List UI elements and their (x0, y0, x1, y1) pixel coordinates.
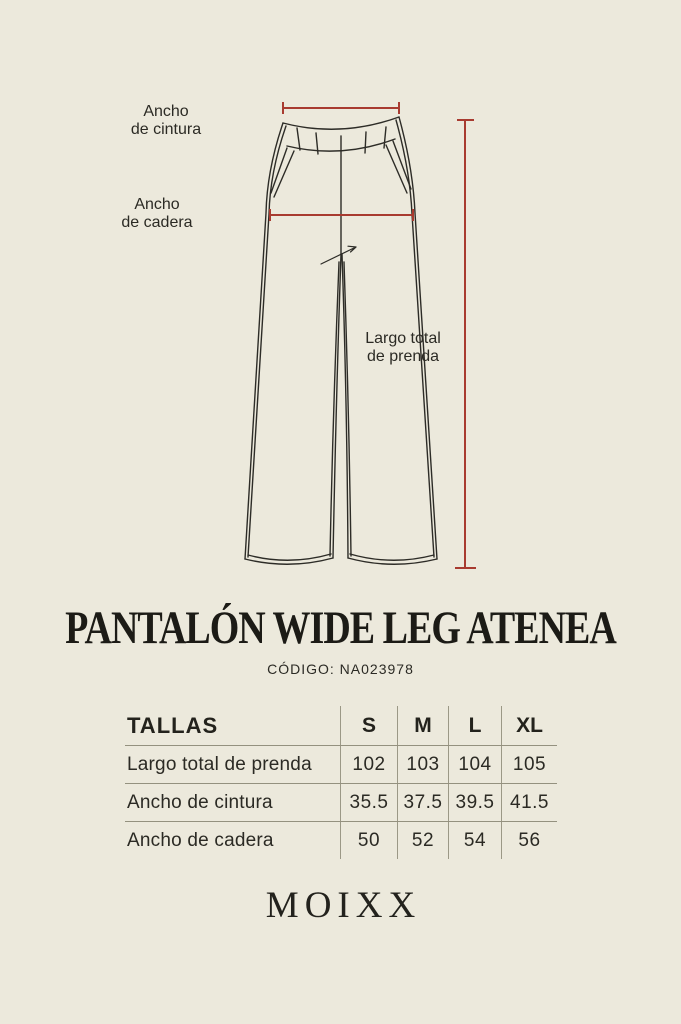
size-table-header-cell (125, 706, 340, 745)
product-title: PANTALÓN WIDE LEG ATENEA (65, 602, 616, 654)
value-cell: 105 (501, 746, 557, 783)
size-table-title: TALLAS (127, 712, 219, 738)
value-cell: 54 (448, 822, 501, 859)
size-header-s: S (340, 706, 397, 745)
size-header-l: L (448, 706, 501, 745)
row-label-cell: Ancho de cadera (127, 829, 274, 851)
size-table (125, 706, 557, 859)
hip-width-label (99, 196, 215, 232)
value-cell: 104 (448, 746, 501, 783)
value-cell: 56 (501, 822, 557, 859)
left-hem-inner (248, 554, 331, 560)
right-hem-inner (350, 554, 434, 560)
row-label-cell: Largo total de prenda (127, 753, 312, 775)
table-row-hip-width (125, 822, 557, 859)
waistband-top-edge (283, 117, 399, 129)
value-cell: 41.5 (501, 784, 557, 821)
value-cell: 39.5 (448, 784, 501, 821)
total-length-label-line1: Largo total (365, 330, 441, 347)
table-row-total-length (125, 746, 557, 784)
waist-width-label-line1: Ancho (143, 103, 189, 120)
right-hem (348, 558, 437, 564)
value-cell: 102 (340, 746, 397, 783)
left-hem (245, 558, 333, 564)
waist-width-label-line2: de cintura (130, 121, 202, 138)
value-cell: 52 (397, 822, 448, 859)
waist-measure-line (283, 102, 399, 114)
brand-logo: MOIXX (265, 885, 422, 926)
size-header-m: M (397, 706, 448, 745)
crotch-arrow (321, 246, 356, 264)
value-cell: 35.5 (340, 784, 397, 821)
row-label-cell: Ancho de cintura (127, 791, 273, 813)
value-cell: 37.5 (397, 784, 448, 821)
product-code: CÓDIGO: NA023978 (267, 661, 414, 677)
size-table-header-row (125, 706, 557, 746)
hip-width-label-line1: Ancho (134, 196, 180, 213)
waistband-divider-1 (297, 128, 300, 150)
size-header-xl: XL (501, 706, 557, 745)
value-cell: 50 (340, 822, 397, 859)
value-cell: 103 (397, 746, 448, 783)
hip-width-label-line2: de cadera (121, 214, 193, 231)
total-length-label-line2: de prenda (366, 348, 440, 365)
total-length-label (343, 330, 463, 366)
waist-width-label (108, 103, 224, 139)
table-row-waist-width (125, 784, 557, 822)
waistband-divider-3 (365, 132, 366, 153)
